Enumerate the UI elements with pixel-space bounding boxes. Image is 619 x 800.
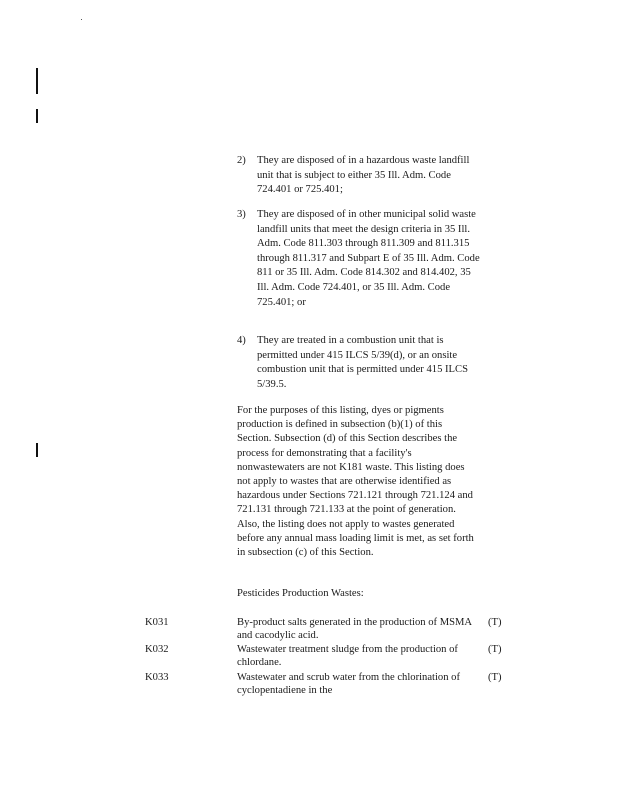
hazard-code: (T) <box>488 672 502 683</box>
waste-description: Wastewater treatment sludge from the production of chlordane. <box>237 644 458 669</box>
list-item-number: 4) <box>237 335 246 346</box>
change-bar <box>36 443 38 457</box>
list-item <box>237 154 482 198</box>
hazard-code: (T) <box>488 617 502 628</box>
waste-description: Wastewater and scrub water from the chlorination of cyclopentadiene in the <box>237 672 461 697</box>
scan-speck <box>81 19 82 20</box>
definition-paragraph: For the purposes of this listing, dyes or pigments production is defined in subsection (b)(1) of this Section. Subsection (d) of this Section describes the process for demonstrating that a facility's nonwastewaters are not K181 waste. This listing does not apply to wastes that are otherwise identified as hazardous under Sections 721.121 through 721.124 and 721.131 through 721.133 at the point of generation. Also, the listing does not apply to wastes generated before any annual mass loading limit is met, as set forth in subsection (c) of this Section. <box>237 405 474 559</box>
list-item-number: 2) <box>237 155 246 166</box>
list-item-text: They are disposed of in a hazardous waste landfill unit that is subject to either 35 Ill. Adm. Code 724.401 or 725.401; <box>257 155 470 196</box>
change-bar <box>36 68 38 94</box>
section-heading: Pesticides Production Wastes: <box>237 588 364 599</box>
hazard-code: (T) <box>488 644 502 655</box>
waste-code: K031 <box>145 617 169 628</box>
list-item-text: They are disposed of in other municipal solid waste landfill units that meet the design criteria in 35 Ill. Adm. Code 811.303 through 811.309 and 811.315 through 811.317 and Subpart E of 35 Ill. Adm. Code 811 or 35 Ill. Adm. Code 814.302 and 814.402, 35 Ill. Adm. Code 724.401, or 35 Ill. Adm. Code 725.401; or <box>257 209 480 308</box>
change-bar <box>36 109 38 123</box>
list-item-number: 3) <box>237 209 246 220</box>
waste-code: K032 <box>145 644 169 655</box>
list-item <box>237 334 482 392</box>
list-item-text: They are treated in a combustion unit that is permitted under 415 ILCS 5/39(d), or an onsite combustion unit that is permitted under 415 ILCS 5/39.5. <box>257 335 468 390</box>
waste-description: By-product salts generated in the production of MSMA and cacodylic acid. <box>237 617 472 642</box>
waste-code: K033 <box>145 672 169 683</box>
list-item <box>237 208 482 310</box>
